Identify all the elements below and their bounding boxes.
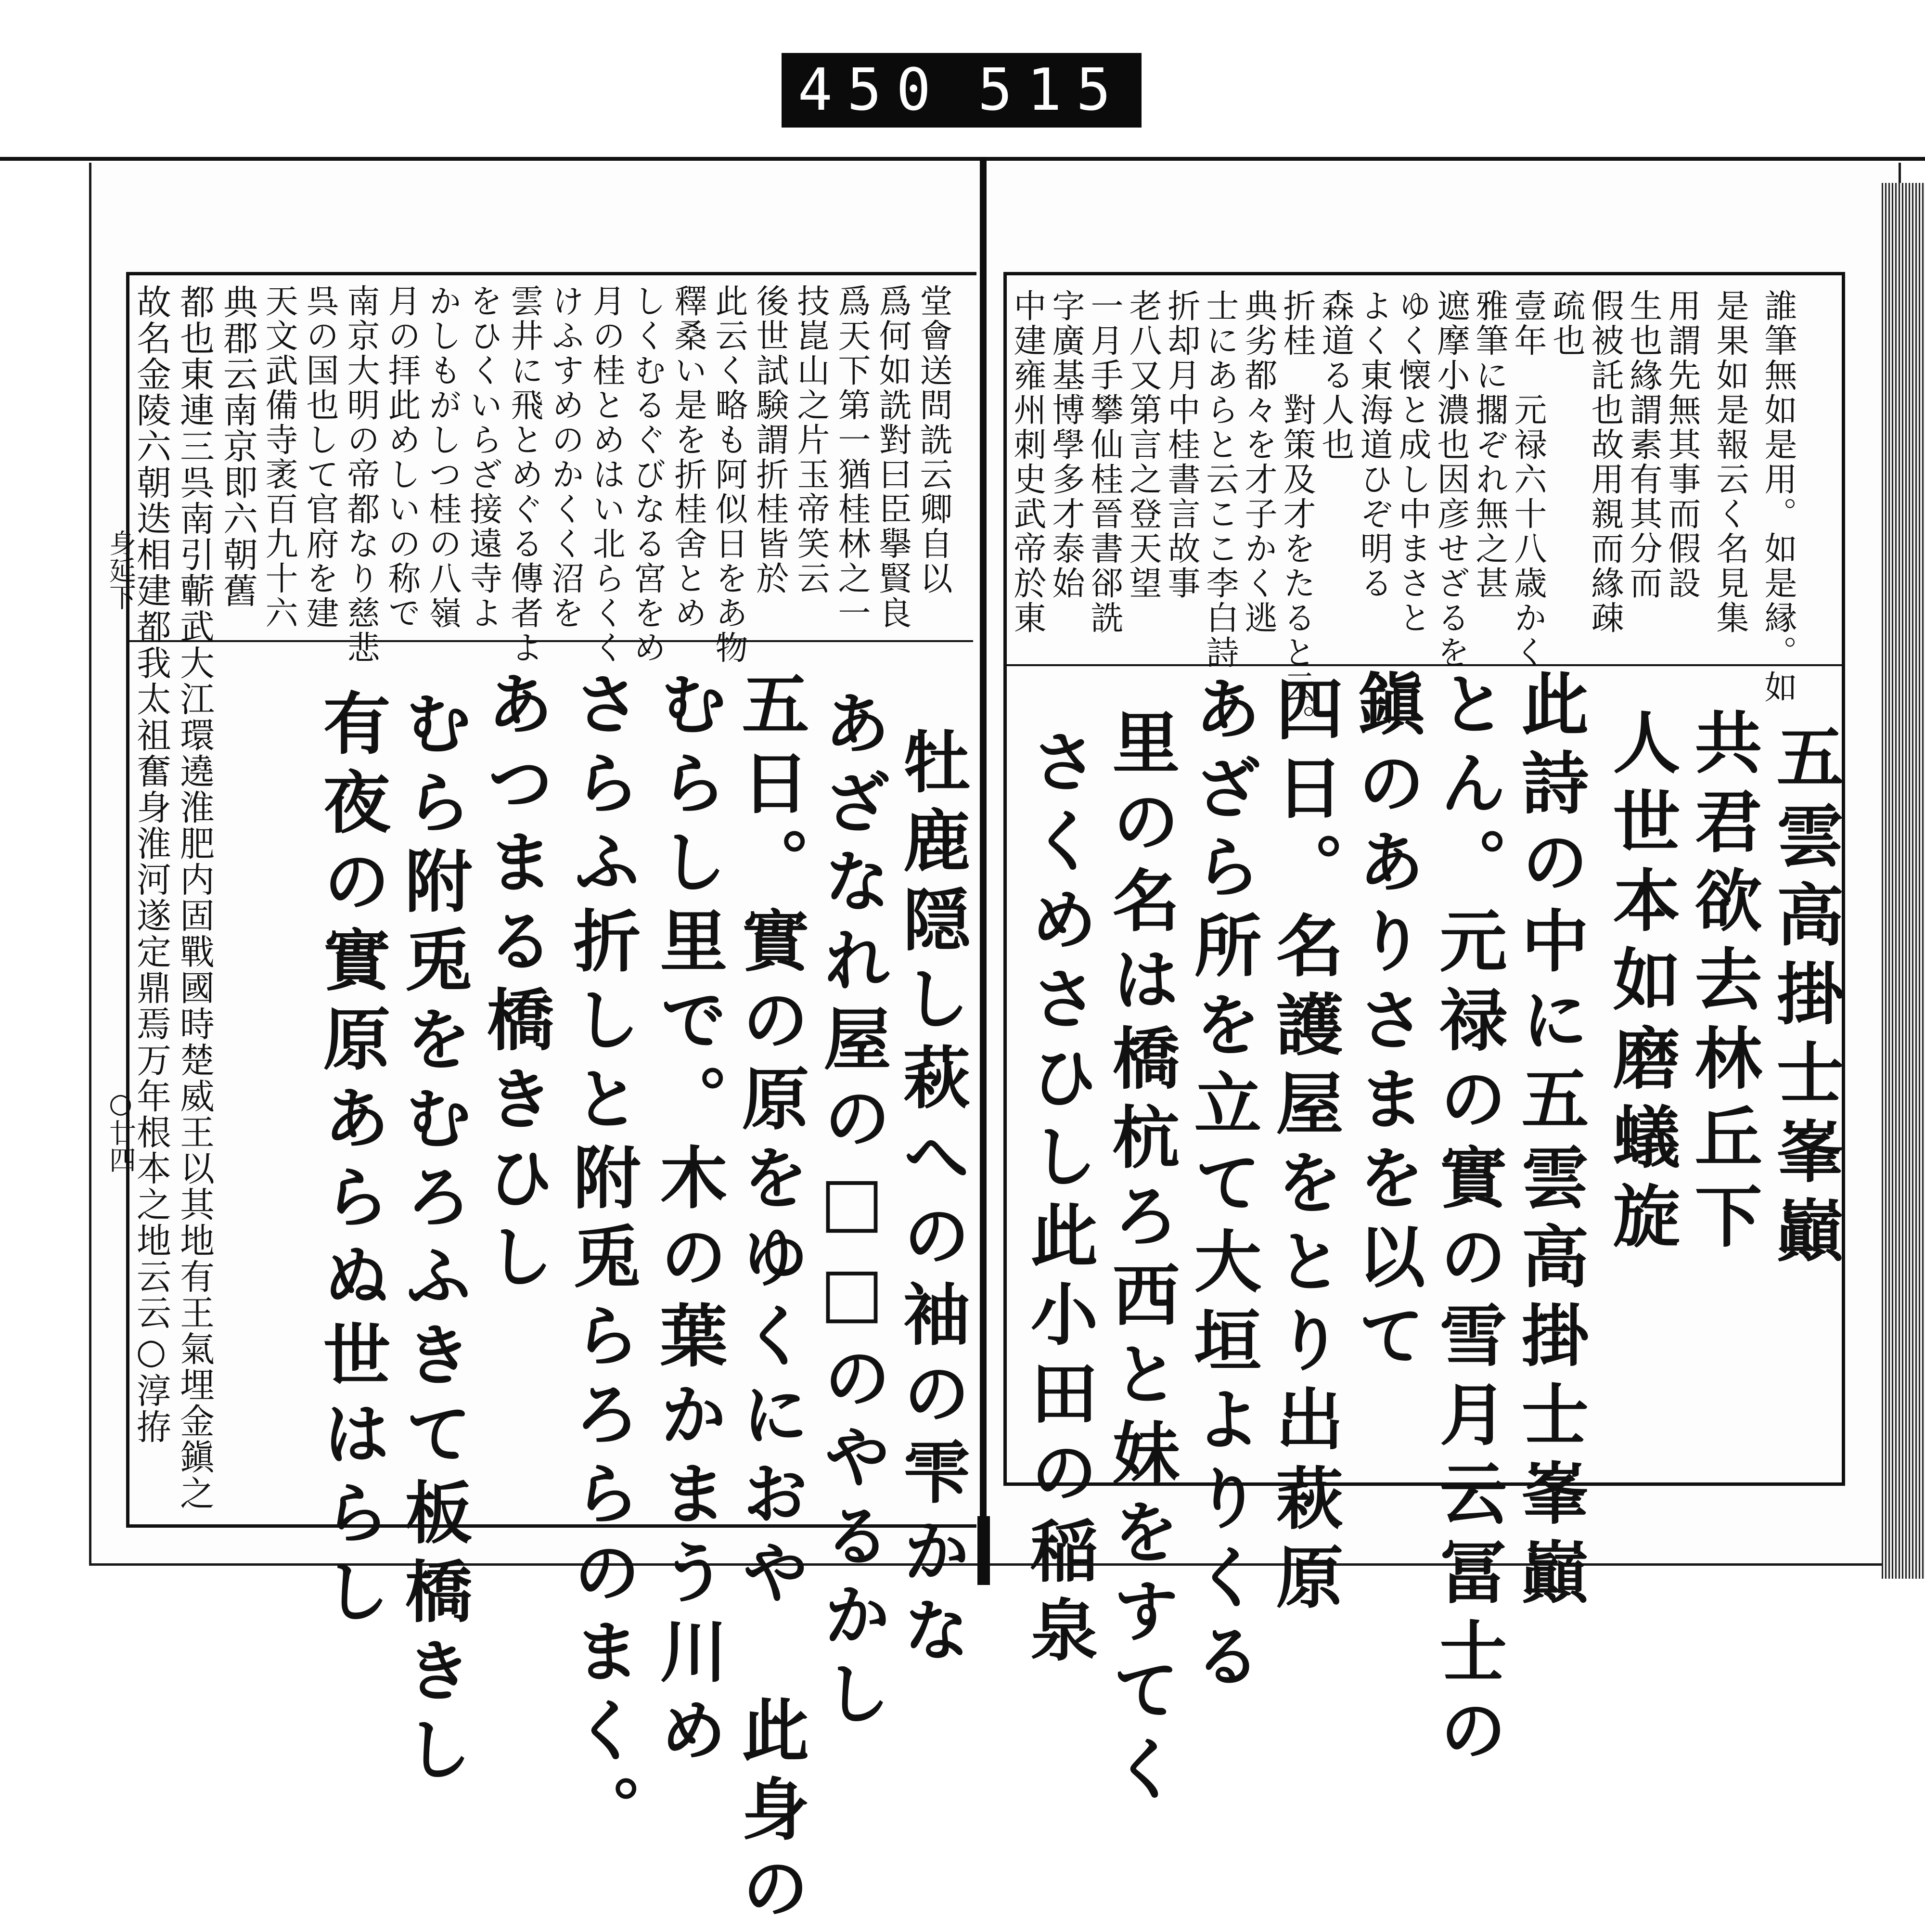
left-commentary-line: 爲天下第一猶桂林之一 bbox=[833, 284, 871, 631]
left-commentary-line: 都也東連三呉南引蘄武大江環遶淮肥内固戰國時楚威王以其地有王氣埋金鎭之 bbox=[174, 284, 215, 1511]
left-commentary-line: 堂會送問詵云卿自以 bbox=[914, 284, 952, 596]
left-commentary-line: 故名金陵六朝迭相建都我太祖奮身淮河遂定鼎焉万年根本之地云云○淳拵 bbox=[131, 284, 171, 1445]
right-commentary-line: 壹年 元禄六十八歳かく bbox=[1509, 289, 1547, 670]
right-commentary-line: 老八又第言之登天望 bbox=[1124, 289, 1162, 601]
right-commentary-line: 森道る人也 bbox=[1316, 289, 1354, 462]
left-commentary-line: かしもがしつ桂の八嶺 bbox=[424, 284, 462, 631]
left-verse-line: あつまる橋きひし bbox=[475, 669, 554, 1301]
right-commentary-line: 是果如是報云く名見集 bbox=[1711, 289, 1749, 635]
left-commentary-line: 月の拝此めしいの称で bbox=[383, 284, 421, 631]
right-verse-line: あざら所を立て大垣よりくる bbox=[1183, 674, 1262, 1700]
right-commentary-line: 折桂 對策及才をたると云。 bbox=[1278, 289, 1316, 739]
left-commentary-divider bbox=[126, 640, 973, 642]
book-gutter bbox=[980, 157, 987, 1585]
left-commentary-line: 此云く略も阿似日をあ物 bbox=[710, 284, 748, 665]
left-verse-line: 有夜の實原あらぬ世はらし bbox=[312, 688, 391, 1636]
right-commentary-line: 誰筆無如是用。如是縁。如 bbox=[1759, 289, 1797, 705]
left-commentary-line: 天文武備寺袤百九十六 bbox=[260, 284, 298, 631]
left-commentary-line: 後世試験謂折桂皆於 bbox=[751, 284, 789, 596]
right-commentary-line: 遮摩小濃也因彦せざるを bbox=[1432, 289, 1470, 670]
right-commentary-line: 生也緣謂素有其分而 bbox=[1624, 289, 1662, 601]
right-commentary-line: 典劣都々を才子かく逃 bbox=[1239, 289, 1277, 635]
left-verse-line: むら附兎をむろふきて板橋きし bbox=[394, 688, 473, 1793]
right-commentary-line: ゆく懐と成し中まさと bbox=[1393, 289, 1431, 635]
left-verse-line: さらふ折しと附兎らろらのまく。 bbox=[562, 669, 641, 1853]
right-commentary-line: 假被託也故用親而緣疎 bbox=[1586, 289, 1624, 635]
scanner-edge-rule bbox=[0, 157, 1925, 161]
page-edge-stack bbox=[1882, 183, 1925, 1579]
left-verse-line: 五日。實の原をゆくにおや 此身の bbox=[731, 669, 809, 1932]
left-commentary-line: 釋桑い是を折桂舍とめ bbox=[669, 284, 707, 631]
left-verse-line: あざなれ屋の□□のやるかし bbox=[812, 688, 891, 1738]
right-commentary-line: 一月手攀仙桂晉書郤詵 bbox=[1085, 289, 1123, 635]
right-verse-line: 四日。名護屋をとり出萩原 bbox=[1265, 674, 1344, 1621]
right-commentary-line: 疏也 bbox=[1547, 289, 1585, 358]
left-verse-line: 牡鹿隠し萩への袖の雫かな bbox=[892, 727, 971, 1674]
left-commentary-line: 月の桂とめはい北らくく bbox=[587, 284, 625, 665]
right-verse-line: 此詩の中に五雲高掛士峯巓 bbox=[1510, 669, 1589, 1616]
right-verse-line: さくめさひし此小田の稲泉 bbox=[1019, 727, 1098, 1674]
right-verse-line: 共君欲去林丘下 bbox=[1683, 708, 1762, 1260]
gutter-tab bbox=[977, 1516, 990, 1585]
right-commentary-line: 士にあらと云ここ李白詩 bbox=[1201, 289, 1239, 670]
right-commentary-line: よく東海道ひぞ明る bbox=[1355, 289, 1393, 601]
archive-number-right: 515 bbox=[977, 57, 1126, 124]
running-title: 身延下 bbox=[105, 529, 136, 610]
left-commentary-line: 爲何如詵對曰臣擧賢良 bbox=[873, 284, 911, 631]
right-verse-line: 里の名は橋杭ろ西と妹をすてく bbox=[1101, 708, 1180, 1813]
right-verse-line: とん。元禄の實の雪月云冨士の bbox=[1428, 669, 1507, 1774]
right-commentary-divider bbox=[1003, 664, 1842, 666]
right-verse-line: 人世本如磨蟻旋 bbox=[1602, 708, 1681, 1260]
right-verse-line: 鎭のありさまを以て bbox=[1347, 669, 1425, 1379]
right-verse-line: 五雲高掛士峯巓 bbox=[1765, 722, 1844, 1275]
left-commentary-line: 南京大明の帝都なり慈悲 bbox=[342, 284, 380, 665]
left-commentary-line: 技崑山之片玉帝笑云 bbox=[792, 284, 830, 596]
archive-number-label bbox=[782, 53, 1142, 128]
archive-number-left: 450 bbox=[797, 57, 946, 124]
right-commentary-line: 字廣基博學多才泰始 bbox=[1047, 289, 1085, 601]
left-commentary-line: 呉の国也して官府を建 bbox=[301, 284, 339, 631]
left-commentary-line: しくむるぐびなる宮をめ bbox=[628, 284, 666, 665]
left-commentary-line: 典郡云南京即六朝舊 bbox=[218, 284, 258, 609]
left-verse-line: むらし里で。木の葉かまう川め bbox=[649, 669, 728, 1774]
right-commentary-line: 中建雍州刺史武帝於東 bbox=[1008, 289, 1046, 635]
left-commentary-line: をひくいらざ接遠寺よ bbox=[464, 284, 502, 631]
right-commentary-line: 折却月中桂書言故事 bbox=[1162, 289, 1200, 601]
left-commentary-line: 雲井に飛とめぐる傳者よ bbox=[505, 284, 543, 665]
folio-number: ○廿四 bbox=[105, 1088, 136, 1173]
left-commentary-line: けふすめのかくく沼を bbox=[546, 284, 584, 631]
right-commentary-line: 用謂先無其事而假設 bbox=[1663, 289, 1701, 601]
right-commentary-line: 雅筆に擱ぞれ無之甚 bbox=[1470, 289, 1508, 601]
